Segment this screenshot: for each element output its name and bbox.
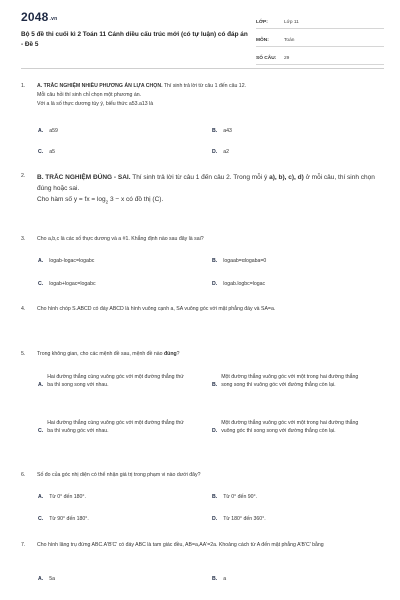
question-4 [21,305,379,314]
option-a[interactable] [38,257,94,266]
option-b[interactable] [212,373,362,389]
question-number: 2. [21,173,26,179]
option-c[interactable] [38,148,55,157]
question-5 [21,350,379,359]
meta-label: MÔN: [256,37,269,43]
option-letter: B. [212,576,218,582]
option-text: a43 [223,128,232,134]
logo-tld: .vn [49,16,58,22]
question-text: Số đo của góc nhị diện có thể nhận giá trị trong phạm vi nào dưới đây? [37,472,201,478]
section-instruction: Thí sinh trả lời từ câu 1 đến câu 12. [162,83,247,89]
question-6 [21,471,379,480]
question-number: 1. [21,83,26,89]
option-d[interactable] [212,515,266,524]
meta-row-count [256,52,384,65]
option-letter: C. [38,281,44,287]
option-a[interactable] [38,575,55,584]
option-text: Hai đường thẳng cùng vuông góc với một đường thẳng thứ ba thì song song với nhau. [47,374,184,388]
option-text: a [223,576,227,582]
option-a[interactable] [38,373,188,389]
question-7 [21,541,379,550]
option-letter: B. [212,382,218,388]
meta-value: Lớp 11 [284,19,299,25]
option-letter: A. [38,128,44,134]
option-letter: B. [212,494,218,500]
option-text: Từ 0° đến 90°. [223,494,258,500]
question-1 [21,82,379,109]
log-base: 2 [105,199,109,205]
question-number: 6. [21,472,26,478]
option-a[interactable] [38,493,86,502]
site-logo[interactable] [21,10,57,24]
section-heading: A. TRẮC NGHIỆM NHIỀU PHƯƠNG ÁN LỰA CHỌN. [37,83,163,89]
statement-items: a), b), c), d) [269,174,304,181]
question-3 [21,235,379,244]
option-letter: A. [38,382,44,388]
option-d[interactable] [212,419,362,435]
option-text: Từ 180° đến 360°. [223,516,266,522]
question-text: Trong không gian, cho các mệnh đề sau, mệnh đề nào đúng? [37,351,180,357]
option-b[interactable] [212,127,232,136]
option-text: Từ 0° đến 180°. [49,494,86,500]
question-text: Cho hàm số y = fx = $\log_2 3 - x$ có đồ thị (C). [37,196,164,205]
question-number: 3. [21,236,26,242]
section-instruction: Thí sinh trả lời từ câu 1 đến câu 2. Trong mỗi ý [130,174,268,181]
option-c[interactable] [38,280,96,289]
option-text: logaab=αlogaba=0 [223,258,267,264]
option-letter: D. [212,281,218,287]
option-letter: A. [38,258,44,264]
meta-row-subject [256,34,384,47]
option-d[interactable] [212,148,229,157]
option-letter: A. [38,576,44,582]
option-text: logab.logbc=logac [223,281,266,287]
option-c[interactable] [38,419,188,435]
question-text: Với a là số thực dương tùy ý, biểu thức a53.a13 là [37,101,154,107]
option-letter: C. [38,149,44,155]
question-body [37,172,379,207]
option-b[interactable] [212,493,257,502]
meta-row-class [256,16,384,29]
option-text: a5 [49,149,55,155]
option-letter: C. [38,428,44,434]
document-meta [256,16,384,70]
option-text: a59 [49,128,58,134]
option-letter: B. [212,128,218,134]
option-letter: A. [38,494,44,500]
question-number: 4. [21,306,26,312]
option-c[interactable] [38,515,89,524]
option-text: logab-logac=logabc [49,258,95,264]
option-text: Một đường thẳng vuông góc với một trong hai đường thẳng vuông góc thì song song với đường thẳng còn lại. [221,420,359,434]
option-text: Hai đường thẳng cùng vuông góc với một đường thẳng thứ ba thì vuông góc với nhau. [47,420,184,434]
option-text: a2 [223,149,229,155]
option-letter: D. [212,149,218,155]
option-a[interactable] [38,127,58,136]
header-divider [21,68,384,69]
option-text: logab+logac=logabc [49,281,96,287]
option-letter: B. [212,258,218,264]
question-number: 5. [21,351,26,357]
page-header [0,0,400,62]
meta-label: SỐ CÂU: [256,55,277,61]
option-b[interactable] [212,575,226,584]
question-number: 7. [21,542,26,548]
option-d[interactable] [212,280,265,289]
option-letter: D. [212,516,218,522]
logo-text: 2048 [21,10,49,24]
option-text: 5a [49,576,55,582]
question-text: Cho hình chóp S.ABCD có đáy ABCD là hình vuông cạnh a, SA vuông góc với mặt phẳng đáy và SA=a. [37,306,276,312]
option-b[interactable] [212,257,266,266]
question-2 [21,172,379,207]
meta-value: 29 [284,55,290,61]
question-text: Cho hình lăng trụ đứng ABC.A'B'C' có đáy ABC là tam giác đều, AB=a,AA'=2a. Khoảng cách từ A đến mặt phẳng A'B'C' bằng [37,542,324,548]
question-text: Cho a,b,c là các số thực dương và a #1. Khẳng định nào sau đây là sai? [37,236,204,242]
option-letter: D. [212,428,218,434]
option-letter: C. [38,516,44,522]
document-title: Bộ 5 đề thi cuối kì 2 Toán 11 Cánh diều cấu trúc mới (có tự luận) có đáp án - Đề 5 [21,31,248,48]
instruction-line: Mỗi câu hỏi thí sinh chỉ chọn một phương án. [37,92,142,98]
emphasis: đúng [163,351,177,357]
question-body [37,82,379,109]
meta-label: LỚP: [256,19,268,25]
section-instruction-tail: ở mỗi câu, thí sinh chọn đúng hoặc sai. [37,174,375,192]
option-text: Một đường thẳng vuông góc với một trong hai đường thẳng song song thì vuông góc với đường thẳng còn lại. [221,374,359,388]
meta-value: Toán [284,37,295,43]
section-heading: B. TRẮC NGHIỆM ĐÚNG - SAI. [37,174,131,181]
option-text: Từ 90° đến 180°. [49,516,89,522]
